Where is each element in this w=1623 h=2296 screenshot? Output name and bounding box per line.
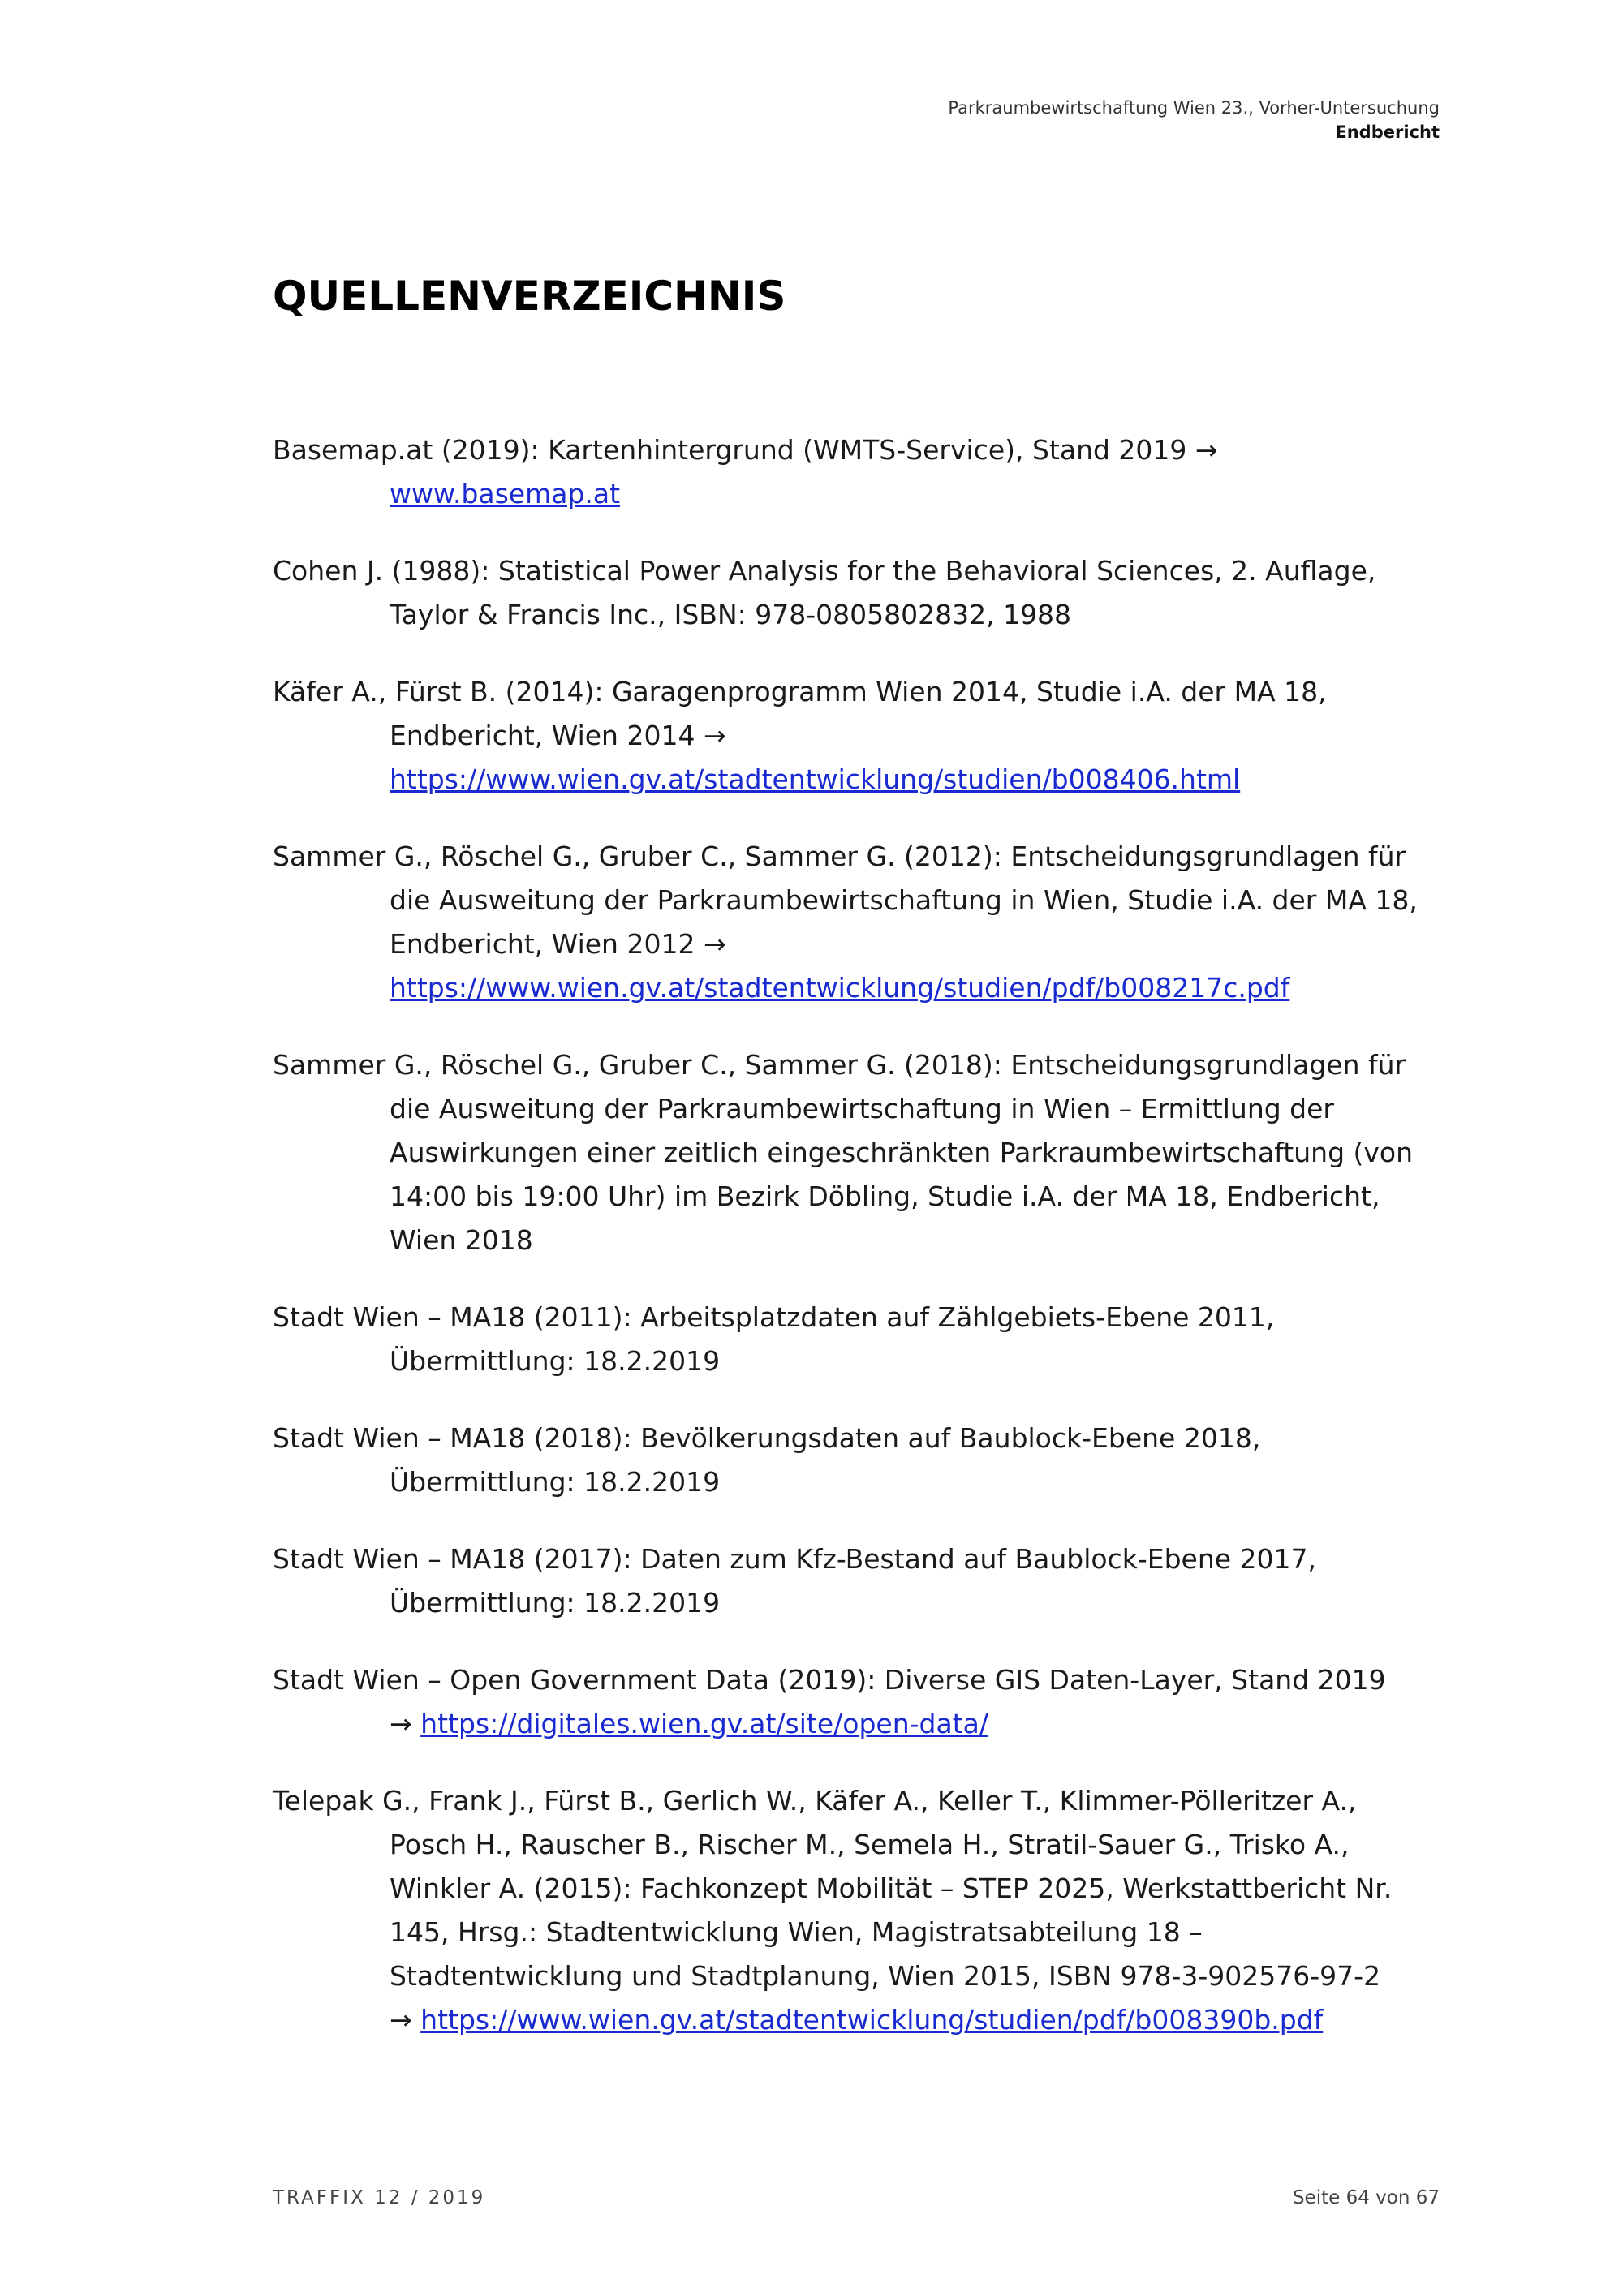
arrow-right-icon: → (390, 2004, 412, 2036)
reference-text: Telepak G., Frank J., Fürst B., Gerlich W., Käfer A., Keller T., Klimmer-Pölleritzer A., Posch H., Rauscher B., Rischer M., Semela H., Stratil-Sauer G., Trisko A., Winkler A. (2015): Fachkonzept Mobilität – STEP 2025, Werkstattbericht Nr. 145, Hrsg.: Stadtentwicklung Wien, Magistratsabteilung 18 – Stadtentwicklung und Stadtplanung, Wien 2015, ISBN 978-3-902576-97-2 (273, 1785, 1393, 1992)
reference-link[interactable]: https://www.wien.gv.at/stadtentwicklung/studien/pdf/b008217c.pdf (390, 972, 1290, 1004)
reference-text: Sammer G., Röschel G., Gruber C., Sammer G. (2018): Entscheidungsgrundlagen für die Ausweitung der Parkraumbewirtschaftung in Wien – Ermittlung der Auswirkungen einer zeitlich eingeschränkten Parkraumbewirtschaftung (von 14:00 bis 19:00 Uhr) im Bezirk Döbling, Studie i.A. der MA 18, Endbericht, Wien 2018 (273, 1049, 1414, 1256)
reference-item (273, 1537, 1441, 1625)
reference-link[interactable]: www.basemap.at (390, 478, 621, 510)
reference-item (273, 835, 1441, 1010)
header-title: Parkraumbewirtschaftung Wien 23., Vorher-Untersuchung (948, 98, 1440, 118)
reference-text: Käfer A., Fürst B. (2014): Garagenprogramm Wien 2014, Studie i.A. der MA 18, Endbericht, Wien 2014 (273, 676, 1327, 751)
reference-text: Cohen J. (1988): Statistical Power Analysis for the Behavioral Sciences, 2. Auflage, Taylor & Francis Inc., ISBN: 978-0805802832, 1988 (273, 555, 1376, 630)
page-header (948, 96, 1440, 144)
arrow-right-icon: → (703, 720, 726, 751)
reference-item (273, 670, 1441, 802)
reference-text: Sammer G., Röschel G., Gruber C., Sammer G. (2012): Entscheidungsgrundlagen für die Ausweitung der Parkraumbewirtschaftung in Wien, Studie i.A. der MA 18, Endbericht, Wien 2012 (273, 841, 1418, 960)
reference-item (273, 428, 1441, 516)
footer-page-number: Seite 64 von 67 (1292, 2187, 1440, 2208)
arrow-right-icon: → (1195, 434, 1218, 466)
arrow-right-icon: → (703, 928, 726, 960)
reference-list (273, 428, 1441, 2075)
arrow-right-icon: → (390, 1708, 412, 1739)
reference-text: Stadt Wien – MA18 (2011): Arbeitsplatzdaten auf Zählgebiets-Ebene 2011, Übermittlung: 18.2.2019 (273, 1301, 1275, 1377)
footer-company-date: TRAFFIX 12 / 2019 (273, 2187, 486, 2208)
reference-item (273, 1779, 1441, 2042)
reference-item (273, 549, 1441, 637)
reference-link[interactable]: https://digitales.wien.gv.at/site/open-data/ (420, 1708, 988, 1739)
reference-text: Stadt Wien – MA18 (2018): Bevölkerungsdaten auf Baublock-Ebene 2018, Übermittlung: 18.2.2019 (273, 1422, 1261, 1498)
reference-link[interactable]: https://www.wien.gv.at/stadtentwicklung/studien/pdf/b008390b.pdf (420, 2004, 1324, 2036)
reference-item (273, 1043, 1441, 1262)
reference-item (273, 1296, 1441, 1383)
reference-text: Stadt Wien – Open Government Data (2019): Diverse GIS Daten-Layer, Stand 2019 (273, 1664, 1386, 1696)
reference-item (273, 1658, 1441, 1746)
reference-text: Basemap.at (2019): Kartenhintergrund (WMTS-Service), Stand 2019 (273, 434, 1187, 466)
reference-link[interactable]: https://www.wien.gv.at/stadtentwicklung/studien/b008406.html (390, 763, 1241, 795)
reference-item (273, 1417, 1441, 1504)
header-subtitle: Endbericht (1335, 123, 1440, 142)
reference-text: Stadt Wien – MA18 (2017): Daten zum Kfz-Bestand auf Baublock-Ebene 2017, Übermittlung: 18.2.2019 (273, 1543, 1317, 1619)
page-title: QUELLENVERZEICHNIS (273, 273, 786, 320)
